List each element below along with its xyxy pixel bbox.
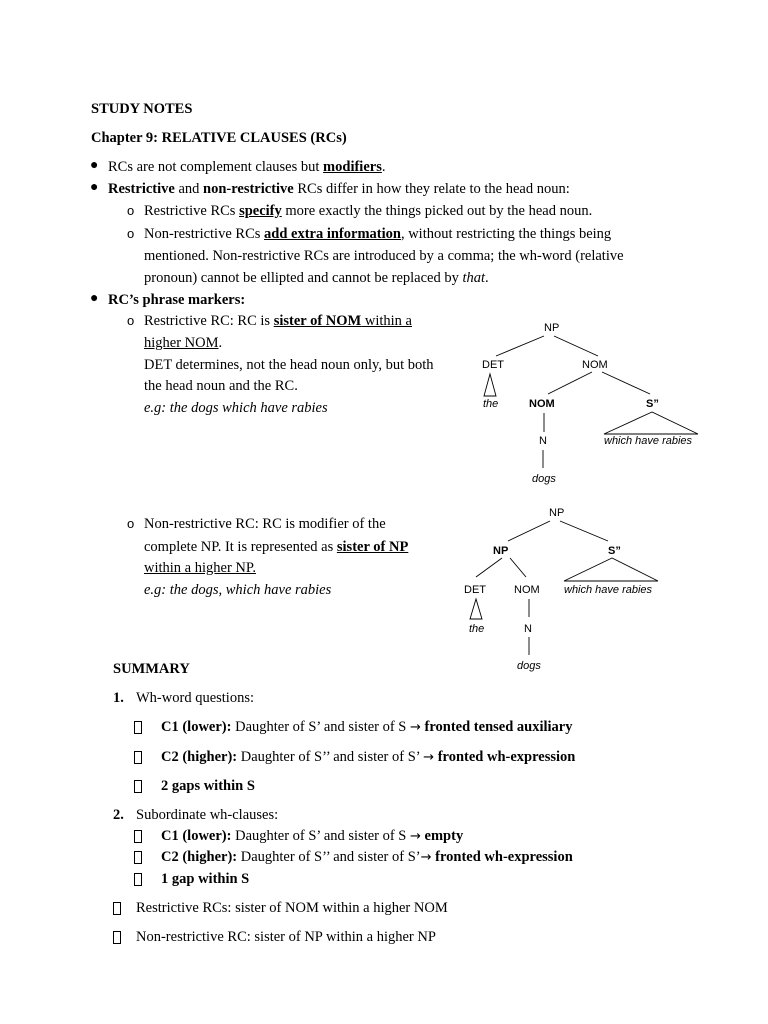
missing-glyph-icon (113, 902, 121, 915)
summary-item2-gaps: 1 gap within S (161, 871, 250, 887)
restrictive-line1: Restrictive RC: RC is sister of NOM within a (144, 313, 412, 329)
nonrestrictive-line1: Non-restrictive RC: RC is modifier of the (144, 516, 386, 532)
tree-leaf-dogs: dogs (517, 660, 541, 672)
summary-title: SUMMARY (113, 661, 190, 677)
missing-glyph-icon (134, 830, 142, 843)
bullet-phrase-markers: RC’s phrase markers: (108, 292, 246, 308)
missing-glyph-icon (134, 721, 142, 734)
summary-item2-c2: C2 (higher): Daughter of S’’ and sister of S’→ fronted wh-expression (161, 849, 573, 865)
restrictive-line2: higher NOM. (144, 335, 223, 351)
sub-bullet-icon: o (127, 226, 135, 241)
sub-bullet-extra-info-line1: Non-restrictive RCs add extra information, without restricting the things being (144, 226, 612, 242)
arrow-right-icon: → (423, 750, 435, 765)
summary-item2-c1: C1 (lower): Daughter of S’ and sister of S → empty (161, 828, 464, 844)
restrictive-line4: the head noun and the RC. (144, 378, 298, 394)
summary-item1-gaps: 2 gaps within S (161, 778, 255, 794)
missing-glyph-icon (134, 873, 142, 886)
tree-node-s: S” (608, 545, 621, 557)
summary-item2-label: Subordinate wh-clauses: (136, 807, 279, 823)
arrow-right-icon: → (410, 829, 421, 844)
tree-node-n: N (524, 623, 532, 635)
tree-node-nom-lower: NOM (529, 398, 555, 410)
tree-leaf-rc: which have rabies (564, 584, 653, 596)
missing-glyph-icon (113, 931, 121, 944)
bullet-icon: ● (90, 180, 99, 195)
tree-leaf-the: the (483, 398, 499, 410)
arrow-right-icon: → (420, 850, 432, 865)
sub-bullet-extra-info-line3: pronoun) cannot be ellipted and cannot be replaced by that. (144, 270, 489, 286)
tree-leaf-dogs: dogs (532, 473, 556, 485)
sub-bullet-specify: Restrictive RCs specify more exactly the things picked out by the head noun. (144, 203, 593, 219)
missing-glyph-icon (134, 751, 142, 764)
tree-leaf-the: the (469, 623, 485, 635)
missing-glyph-icon (134, 780, 142, 793)
tree-node-np: NP (544, 322, 560, 334)
tree-node-np: NP (549, 507, 565, 519)
restrictive-tree-diagram (470, 316, 710, 491)
restrictive-example: e.g: the dogs which have rabies (144, 400, 328, 416)
nonrestrictive-example: e.g: the dogs, which have rabies (144, 582, 332, 598)
tree-node-nom: NOM (514, 584, 540, 596)
missing-glyph-icon (134, 851, 142, 864)
restrictive-line3: DET determines, not the head noun only, but both (144, 357, 434, 373)
tree-node-s: S” (646, 398, 659, 410)
tree-leaf-rc: which have rabies (604, 435, 693, 447)
tree-node-nom: NOM (582, 359, 608, 371)
summary-item-number: 2. (113, 807, 124, 823)
summary-item1-label: Wh-word questions: (136, 690, 254, 706)
tree-node-det: DET (482, 359, 504, 371)
bullet-icon: ● (90, 158, 99, 173)
summary-item1-c1: C1 (lower): Daughter of S’ and sister of S → fronted tensed auxiliary (161, 719, 573, 735)
chapter-title: Chapter 9: RELATIVE CLAUSES (RCs) (91, 130, 347, 146)
sub-bullet-icon: o (127, 203, 135, 218)
nonrestrictive-line3: within a higher NP. (144, 560, 256, 576)
summary-nonrestrictive-line: Non-restrictive RC: sister of NP within a higher NP (136, 929, 436, 945)
nonrestrictive-tree-diagram (460, 503, 670, 678)
sub-bullet-icon: o (127, 313, 135, 328)
summary-item-number: 1. (113, 690, 124, 706)
tree-node-det: DET (464, 584, 486, 596)
summary-restrictive-line: Restrictive RCs: sister of NOM within a higher NOM (136, 900, 448, 916)
nonrestrictive-line2: complete NP. It is represented as sister of NP (144, 539, 409, 555)
tree-node-np-lower: NP (493, 545, 509, 557)
arrow-right-icon: → (410, 720, 421, 735)
sub-bullet-extra-info-line2: mentioned. Non-restrictive RCs are introduced by a comma; the wh-word (relative (144, 248, 624, 264)
summary-item1-c2: C2 (higher): Daughter of S’’ and sister of S’ → fronted wh-expression (161, 749, 576, 765)
tree-node-n: N (539, 435, 547, 447)
sub-bullet-icon: o (127, 516, 135, 531)
bullet-modifiers: RCs are not complement clauses but modifiers. (108, 159, 386, 175)
bullet-restrictive-vs-nonrestrictive: Restrictive and non-restrictive RCs differ in how they relate to the head noun: (108, 181, 570, 197)
bullet-icon: ● (90, 291, 99, 306)
page-heading: STUDY NOTES (91, 101, 193, 117)
